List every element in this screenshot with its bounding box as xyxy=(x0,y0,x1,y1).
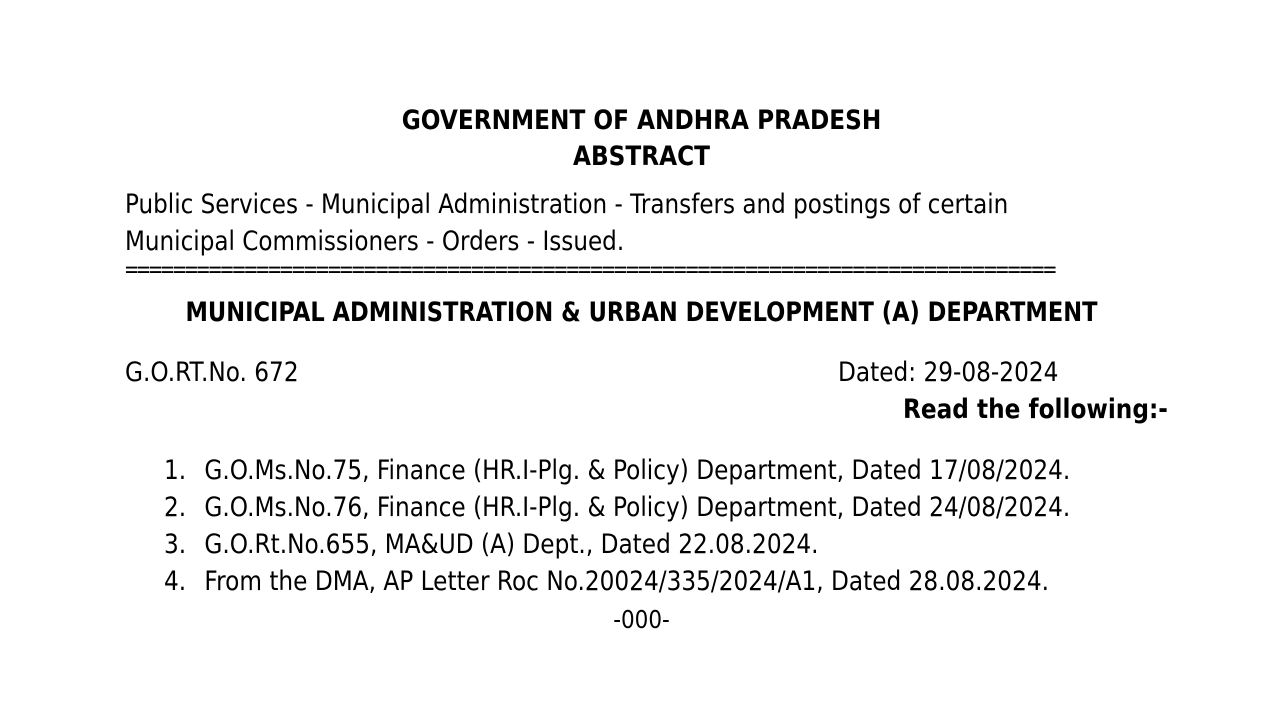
department-title: MUNICIPAL ADMINISTRATION & URBAN DEVELOPMENT (A) DEPARTMENT xyxy=(185,297,1098,328)
reference-item xyxy=(164,526,1070,563)
reference-item xyxy=(164,563,1070,600)
reference-number: 1. xyxy=(164,455,187,486)
reference-item xyxy=(164,489,1070,526)
separator-line: ============================================================================== xyxy=(125,258,1056,283)
reference-text: G.O.Ms.No.75, Finance (HR.I-Plg. & Policy) Department, Dated 17/08/2024. xyxy=(204,455,1071,486)
reference-number: 2. xyxy=(164,492,187,523)
references-list xyxy=(164,452,1218,600)
order-number: G.O.RT.No. 672 xyxy=(125,357,299,388)
reference-text: From the DMA, AP Letter Roc No.20024/335/2024/A1, Dated 28.08.2024. xyxy=(204,566,1049,597)
subject-text: Public Services - Municipal Administration - Transfers and postings of certain Municipal Commissioners - Orders - Issued. xyxy=(125,189,1009,257)
abstract-title: ABSTRACT xyxy=(573,141,710,172)
reference-text: G.O.Rt.No.655, MA&UD (A) Dept., Dated 22.08.2024. xyxy=(204,529,819,560)
government-title: GOVERNMENT OF ANDHRA PRADESH xyxy=(401,105,882,136)
end-mark: -000- xyxy=(613,605,670,634)
reference-number: 4. xyxy=(164,566,187,597)
reference-text: G.O.Ms.No.76, Finance (HR.I-Plg. & Policy) Department, Dated 24/08/2024. xyxy=(204,492,1071,523)
reference-number: 3. xyxy=(164,529,187,560)
read-following-heading: Read the following:- xyxy=(903,394,1168,425)
order-date: Dated: 29-08-2024 xyxy=(838,357,1059,388)
reference-item xyxy=(164,452,1070,489)
